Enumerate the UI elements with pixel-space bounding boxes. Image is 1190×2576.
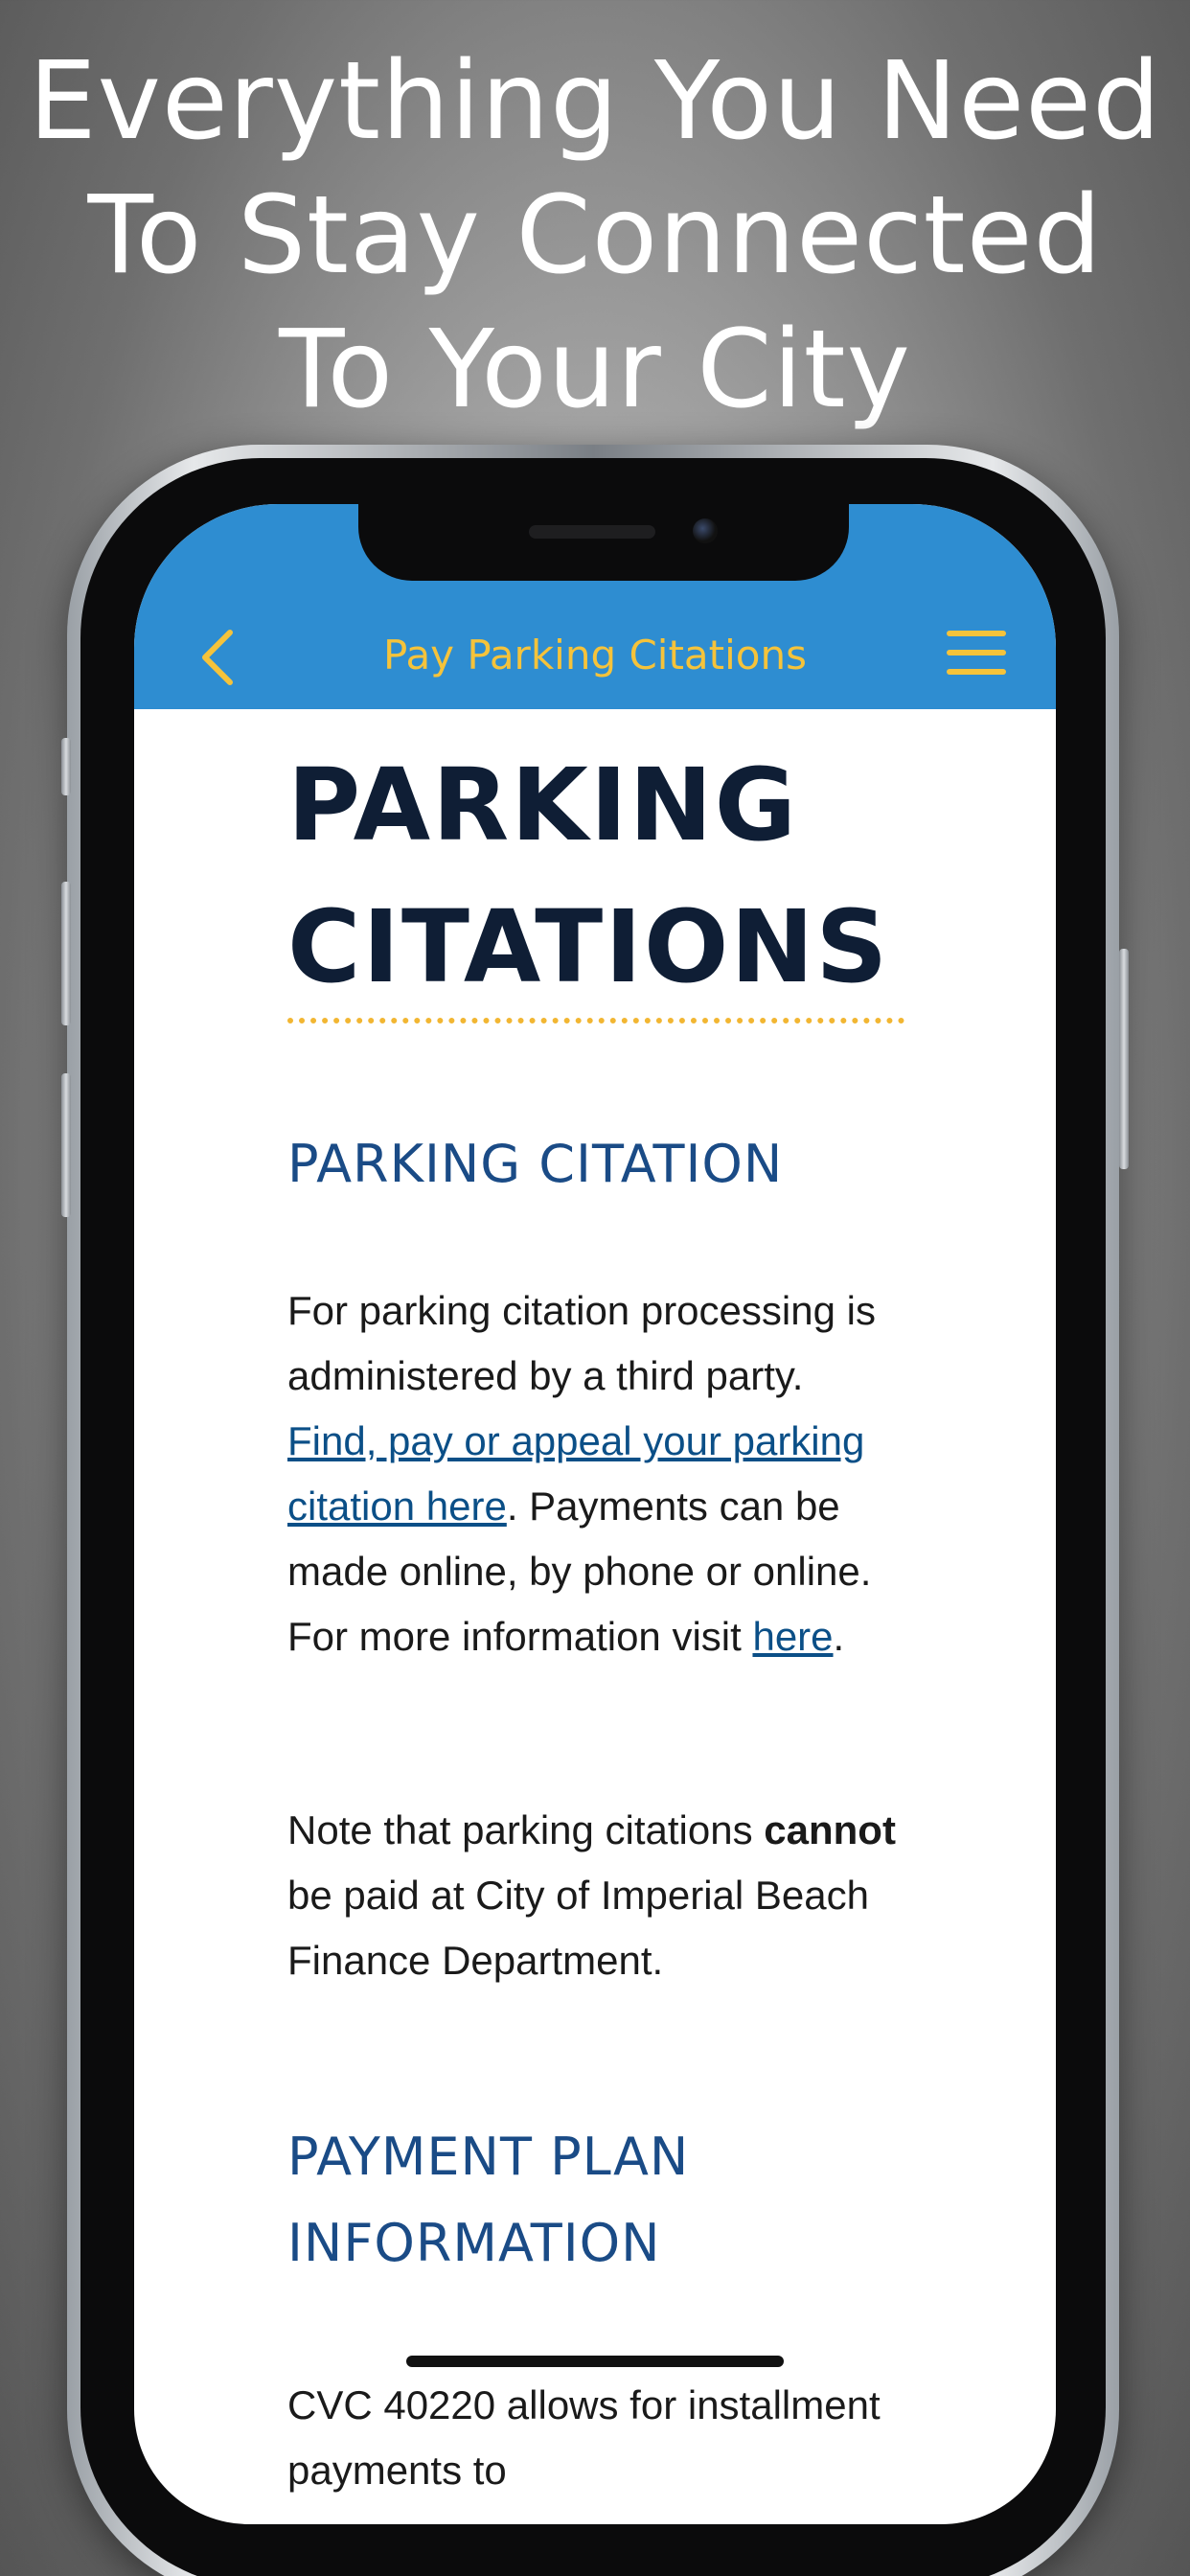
- phone-speaker: [529, 525, 655, 539]
- back-button[interactable]: [192, 623, 249, 690]
- headline-line-1: Everything You Need: [28, 39, 1162, 164]
- paragraph-text: . Payments can be made online, by phone or online. For more information visit: [287, 1484, 872, 1659]
- more-information-link[interactable]: here: [752, 1614, 834, 1659]
- find-pay-appeal-link[interactable]: Find, pay or appeal your parking citation here: [287, 1418, 865, 1529]
- phone-side-button-power: [1119, 949, 1129, 1169]
- page-title: [287, 734, 958, 1018]
- hamburger-menu-icon-bar: [947, 669, 1006, 675]
- paragraph-text: Note that parking citations: [287, 1807, 765, 1852]
- finance-note-paragraph: [287, 1798, 901, 1993]
- hamburger-menu-icon-bar: [947, 650, 1006, 656]
- headline-line-2: To Stay Connected: [87, 173, 1103, 298]
- page-title-line-1: PARKING: [287, 747, 798, 863]
- phone-side-button-volume-down: [61, 1073, 71, 1217]
- phone-screen: [134, 504, 1056, 2524]
- parking-citation-paragraph: [287, 1278, 901, 1669]
- emphasis-cannot: cannot: [764, 1807, 896, 1852]
- dotted-divider: [287, 1018, 904, 1024]
- header-title: Pay Parking Citations: [383, 632, 807, 678]
- section-heading-parking-citation: PARKING CITATION: [287, 1134, 784, 1194]
- home-indicator: [406, 2356, 784, 2367]
- phone-side-button-volume-up: [61, 882, 71, 1025]
- paragraph-text: For parking citation processing is administered by a third party.: [287, 1288, 876, 1398]
- paragraph-text: .: [833, 1614, 845, 1659]
- chevron-left-icon: [192, 623, 249, 690]
- phone-notch: [358, 500, 849, 581]
- paragraph-text: be paid at City of Imperial Beach Finance Department.: [287, 1873, 869, 1983]
- phone-side-button-mute: [61, 738, 71, 795]
- page-title-line-2: CITATIONS: [287, 888, 890, 1005]
- payment-plan-paragraph: CVC 40220 allows for installment payments to: [287, 2382, 881, 2493]
- promo-headline: [0, 34, 1190, 437]
- section-heading-payment-plan: PAYMENT PLAN INFORMATION: [287, 2127, 690, 2273]
- headline-line-3: To Your City: [279, 308, 911, 432]
- menu-button[interactable]: [947, 631, 1006, 678]
- hamburger-menu-icon: [947, 631, 1006, 636]
- phone-camera: [693, 518, 718, 543]
